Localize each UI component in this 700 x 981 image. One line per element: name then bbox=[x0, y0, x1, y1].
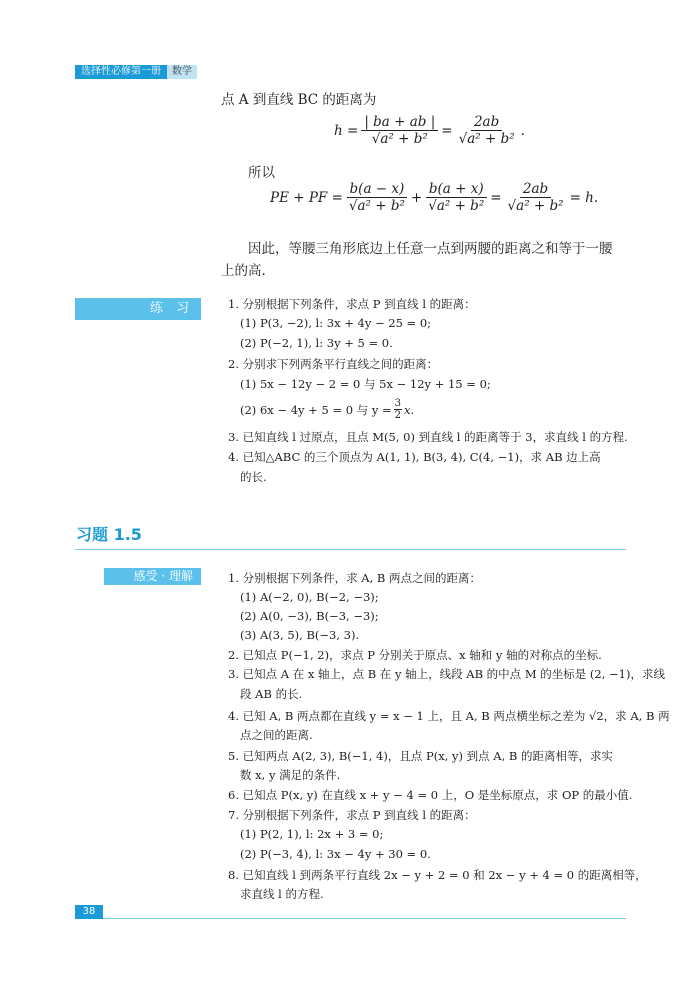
exercise-item: 6. 已知点 P(x, y) 在直线 x + y − 4 = 0 上，O 是坐标原点，求 OP 的最小值. bbox=[228, 788, 633, 802]
numerator: 3 bbox=[394, 398, 402, 409]
proof-line: 点 A 到直线 BC 的距离为 bbox=[221, 92, 377, 108]
exercise-item: (1) P(2, 1), l: 2x + 3 = 0; bbox=[240, 827, 384, 841]
practice-item: 1. 分别根据下列条件，求点 P 到直线 l 的距离： bbox=[228, 297, 476, 311]
numerator: 2ab bbox=[520, 181, 551, 198]
denominator: √a² + b² bbox=[428, 198, 485, 214]
practice-item: (2) P(−2, 1), l: 3y + 5 = 0. bbox=[240, 336, 393, 350]
subject-label: 数学 bbox=[167, 65, 197, 79]
formula-h bbox=[334, 114, 525, 148]
exercise-item: 2. 已知点 P(−1, 2)，求点 P 分别关于原点、x 轴和 y 轴的对称点的坐标. bbox=[228, 648, 602, 662]
period: . bbox=[520, 123, 525, 139]
equation-text: x. bbox=[404, 402, 415, 417]
formula-pe-pf bbox=[270, 181, 598, 215]
exercise-item: 7. 分别根据下列条件，求点 P 到直线 l 的距离： bbox=[228, 808, 476, 822]
equals: = bbox=[490, 190, 502, 206]
exercise-item: (1) A(−2, 0), B(−2, −3); bbox=[240, 590, 379, 604]
exercise-item: 段 AB 的长. bbox=[240, 687, 303, 701]
practice-item bbox=[240, 398, 414, 421]
practice-item: (1) 5x − 12y − 2 = 0 与 5x − 12y + 15 = 0; bbox=[240, 377, 491, 391]
exercise-item: 4. 已知 A, B 两点都在直线 y = x − 1 上，且 A, B 两点横坐标之差为 √2，求 A, B 两 bbox=[228, 709, 670, 723]
numerator: 2ab bbox=[471, 114, 502, 131]
book-title: 选择性必修第一册 bbox=[75, 65, 167, 79]
exercise-item: 求直线 l 的方程. bbox=[240, 887, 324, 901]
fraction bbox=[456, 114, 518, 148]
fraction bbox=[394, 398, 402, 421]
exercise-item: 5. 已知两点 A(2, 3), B(−1, 4)，且点 P(x, y) 到点 A, B 的距离相等，求实 bbox=[228, 749, 614, 763]
practice-item: 3. 已知直线 l 过原点，且点 M(5, 0) 到直线 l 的距离等于 3，求直线 l 的方程. bbox=[228, 430, 628, 444]
exercise-item: 3. 已知点 A 在 x 轴上，点 B 在 y 轴上，线段 AB 的中点 M 的坐标是 (2, −1)，求线 bbox=[228, 667, 665, 681]
denominator: 2 bbox=[394, 410, 402, 421]
page-number: 38 bbox=[75, 905, 103, 919]
practice-item: (1) P(3, −2), l: 3x + 4y − 25 = 0; bbox=[240, 316, 432, 330]
exercise-item: 1. 分别根据下列条件，求 A, B 两点之间的距离： bbox=[228, 571, 482, 585]
practice-label: 练 习 bbox=[75, 298, 201, 320]
conclusion: 因此，等腰三角形底边上任意一点到两腰的距离之和等于一腰 bbox=[248, 241, 613, 257]
exercise-item: 8. 已知直线 l 到两条平行直线 2x − y + 2 = 0 和 2x − y + 4 = 0 的距离相等， bbox=[228, 868, 647, 882]
exercise-item: (2) A(0, −3), B(−3, −3); bbox=[240, 609, 379, 623]
formula-lhs: h = bbox=[334, 123, 359, 139]
practice-item: 2. 分别求下列两条平行直线之间的距离： bbox=[228, 357, 439, 371]
section-divider bbox=[75, 549, 626, 550]
denominator: √a² + b² bbox=[507, 198, 564, 214]
running-header bbox=[75, 65, 197, 79]
numerator: | ba + ab | bbox=[361, 114, 438, 131]
denominator: √a² + b² bbox=[371, 131, 428, 147]
exercise-item: 数 x, y 满足的条件. bbox=[240, 768, 341, 782]
exercise-item: (3) A(3, 5), B(−3, 3). bbox=[240, 628, 360, 642]
exercise-item: 点之间的距离. bbox=[240, 728, 313, 742]
fraction bbox=[505, 181, 567, 215]
formula-end: = h. bbox=[569, 190, 599, 206]
footer-rule bbox=[103, 918, 626, 919]
numerator: b(a − x) bbox=[347, 181, 408, 198]
denominator: √a² + b² bbox=[348, 198, 405, 214]
so-label: 所以 bbox=[248, 165, 275, 181]
exercise-item: (2) P(−3, 4), l: 3x − 4y + 30 = 0. bbox=[240, 847, 431, 861]
exercise-category-label: 感受 · 理解 bbox=[104, 568, 201, 585]
fraction bbox=[425, 181, 487, 215]
section-title: 习题 1.5 bbox=[76, 525, 142, 544]
equals: = bbox=[441, 123, 453, 139]
fraction bbox=[361, 114, 438, 148]
plus: + bbox=[410, 190, 423, 206]
equation-text: (2) 6x − 4y + 5 = 0 与 y = bbox=[240, 402, 392, 417]
numerator: b(a + x) bbox=[426, 181, 487, 198]
fraction bbox=[346, 181, 408, 215]
practice-item: 的长. bbox=[240, 470, 267, 484]
denominator: √a² + b² bbox=[458, 131, 515, 147]
formula-lhs: PE + PF = bbox=[270, 190, 343, 206]
practice-item: 4. 已知△ABC 的三个顶点为 A(1, 1), B(3, 4), C(4, −1)，求 AB 边上高 bbox=[228, 450, 601, 464]
conclusion-cont: 上的高. bbox=[221, 263, 266, 279]
